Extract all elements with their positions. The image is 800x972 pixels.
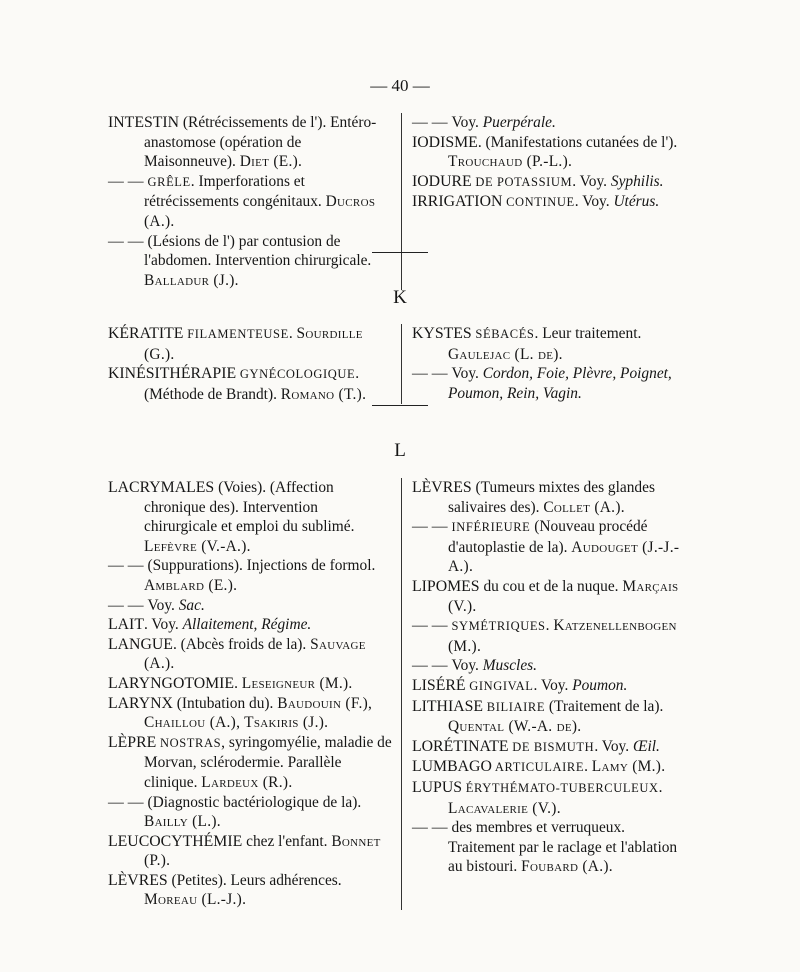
entry-text: . Leur traitement. [534,325,642,342]
entry-text: des membres et verruqueux. Traitement par le raclage et l'ablation au bistouri. [448,819,678,876]
letter-heading-k: K [393,287,407,308]
column-right [401,324,694,404]
entry-author: Amblard (E.). [144,576,238,594]
entry-headword: — — [412,114,452,131]
entry-headword: — — [412,365,452,383]
column-right [401,113,694,290]
index-entry [108,232,393,291]
entry-text: . [545,617,554,635]
entry-qualifier: INFÉRIEURE [451,520,531,535]
index-entry [108,478,393,556]
column-right [401,478,694,910]
entry-reference: Syphilis. [610,172,664,190]
entry-author: Bailly (L.). [144,813,221,831]
entry-text: . Voy. [143,616,183,634]
index-entry [412,324,694,364]
entry-headword: LÈVRES [412,479,472,496]
entry-reference: Puerpérale. [482,114,556,131]
entry-author: Katzenellenbogen (M.). [448,617,677,655]
index-entry [108,694,393,733]
entry-reference: Allaitement, Régime. [182,616,312,634]
entry-headword: IRRIGATION [412,193,503,211]
entry-text: . (Méthode de Brandt). [144,365,360,403]
index-entry [412,172,694,193]
entry-text: . Voy. [594,737,633,755]
entry-qualifier: DE POTASSIUM [471,174,573,189]
index-entry [108,674,393,694]
index-entry [412,478,694,517]
index-entry [108,113,393,172]
entry-qualifier: GINGIVAL [465,678,534,693]
entry-headword: LAIT [108,616,144,634]
entry-reference: Muscles. [482,657,537,675]
entry-reference: Utérus. [613,193,660,211]
entry-text: . (Abcès froids de la). [172,635,311,653]
entry-reference: Œil. [632,737,660,755]
entry-text: chez l'enfant. [242,832,332,850]
entry-text: (Intubation du). [172,694,278,712]
entry-qualifier: FILAMENTEUSE [183,327,289,341]
entry-headword: — — [108,557,148,575]
entry-text: (Diagnostic bactériologique de la). [147,793,362,811]
entry-headword: — — [412,657,452,675]
index-entry [412,697,694,737]
entry-qualifier: SÉBACÉS [471,327,535,341]
entry-text: Voy. [451,657,483,675]
entry-qualifier: GYNÉCOLOGIQUE [236,367,356,382]
index-entry [412,133,694,172]
entry-text: . [234,674,242,692]
entry-headword: LIPOMES [412,577,480,595]
entry-headword: LUPUS [412,778,463,796]
entry-author: Ducros (A.). [144,193,376,230]
column-left [108,113,401,290]
entry-headword: LACRYMALES [108,479,215,496]
entry-text: (Petites). Leurs adhérences. [167,871,342,889]
entry-author: Baudouin (F.), Chaillou (A.), Tsakiris (J.). [144,694,373,732]
entry-text: . Imperforations et rétrécissements congénitaux. [144,172,326,211]
entry-headword: KINÉSITHÉRAPIE [108,365,237,383]
entry-reference: Poumon. [572,676,628,694]
index-entry [412,656,694,676]
entry-headword: — — [108,232,148,250]
index-entry [108,596,393,616]
entry-headword: LÈVRES [108,871,168,889]
entry-headword: LARYNX [108,694,173,712]
entry-text: (Voies). (Affection chronique des). Intervention chirurgicale et emploi du sublimé. [144,479,355,536]
entry-text: . Voy. [533,676,573,694]
index-entry [108,635,393,674]
entry-headword: — — [108,793,148,811]
index-entry [108,172,393,232]
entry-headword: LITHIASE [412,697,484,715]
entry-reference: Sac. [178,596,205,614]
entry-qualifier: SYMÉTRIQUES [451,619,546,634]
entry-headword: LORÉTINATE [412,737,509,755]
entry-headword: LUMBAGO [412,758,492,776]
letter-heading-l: L [394,440,406,461]
index-entry [412,757,694,778]
entry-headword: — — [412,617,452,635]
index-entry [412,517,694,577]
entry-headword: — — [108,172,148,190]
entry-qualifier: CONTINUE [502,195,575,210]
index-entry [412,818,694,877]
entry-headword: LANGUE [108,635,173,653]
entry-author: Romano (T.). [280,385,367,403]
entry-author: Collet (A.). [543,498,625,516]
entry-headword: — — [108,596,148,614]
section-k [108,324,698,404]
entry-headword: LARYNGOTOMIE [108,674,235,692]
entry-headword: LISÉRÉ [412,676,466,694]
entry-author: Leseigneur (M.). [241,674,353,692]
entry-text: (Rétrécissements de l'). Entéro-anastomose (opération de Maisonneuve). [144,114,377,171]
entry-text: . (Manifestations cutanées de l'). [477,133,678,151]
entry-text: du cou et de la nuque. [479,577,623,595]
entry-text: . Voy. [574,193,614,211]
entry-text: (Lésions de l') par contusion de l'abdomen. Intervention chirurgicale. [144,232,372,270]
entry-headword: IODISME [412,133,478,151]
index-entry [412,577,694,616]
entry-qualifier: DE BISMUTH [508,739,595,754]
entry-headword: — — [412,518,452,536]
entry-text: Voy. [147,596,179,614]
index-entry [412,676,694,697]
entry-headword: KÉRATITE [108,325,184,342]
page-number: — 40 — [370,76,430,95]
index-entry [108,615,393,635]
entry-qualifier: NOSTRAS [156,735,222,750]
section-l [108,478,698,910]
entry-text: . [288,325,297,342]
section-i [108,113,698,290]
index-entry [412,616,694,656]
entry-headword: KYSTES [412,325,472,342]
entry-headword: — — [412,819,452,837]
column-left [108,478,401,910]
entry-author: Lamy (M.). [591,758,666,776]
index-entry [108,832,393,871]
entry-text: Voy. [451,114,483,131]
entry-author: Sourdille (G.). [144,325,363,363]
entry-author: Balladur (J.). [144,271,239,289]
entry-headword: LEUCOCYTHÉMIE [108,832,243,850]
entry-qualifier: ARTICULAIRE [491,760,585,775]
entry-qualifier: BILIAIRE [483,699,546,714]
entry-text: (Traitement de la). [545,697,664,715]
entry-author: Diet (E.). [239,153,303,171]
entry-reference: Cordon, Foie, Plèvre, Poignet, Poumon, Rein, Vagin. [448,365,672,402]
entry-text: Voy. [451,365,483,383]
index-entry [108,871,393,910]
entry-author: Bonnet (P.). [144,832,381,870]
entry-text: . [658,778,663,796]
index-entry [412,192,694,213]
entry-author: Audouget (J.-J.-A.). [448,538,680,576]
entry-author: Lardeux (R.). [201,773,293,791]
entry-text: (Tumeurs mixtes des glandes salivaires des). [448,479,655,516]
entry-headword: INTESTIN [108,114,180,131]
entry-headword: LÈPRE [108,733,157,751]
entry-author: Gaulejac (L. de). [448,345,563,363]
entry-text: , syringomyélie, maladie de Morvan, sclérodermie. Parallèle clinique. [144,733,392,791]
index-entry [412,778,694,818]
entry-author: Trouchaud (P.-L.). [448,153,573,171]
entry-author: Moreau (L.-J.). [144,891,247,909]
entry-author: Quental (W.-A. de). [448,718,582,736]
section-divider [372,252,428,253]
index-entry [108,324,393,364]
section-divider [372,405,428,406]
column-left [108,324,401,404]
index-entry [412,113,694,133]
index-entry [412,364,694,403]
index-entry [108,733,393,793]
entry-author: Lefèvre (V.-A.). [144,537,251,555]
entry-author: Lacavalerie (V.). [448,799,561,817]
index-entry [108,793,393,832]
entry-qualifier: GRÊLE [147,174,191,189]
index-entry [412,737,694,758]
entry-headword: IODURE [412,172,472,190]
index-entry [108,556,393,595]
entry-author: Sauvage (A.). [144,635,366,673]
entry-text: (Nouveau procédé d'autoplastie de la). [448,518,648,556]
entry-text: . Voy. [572,172,611,190]
index-entry [108,364,393,404]
entry-author: Marçais (V.). [448,577,679,615]
entry-text: . [584,758,592,776]
entry-author: Foubard (A.). [521,858,613,876]
entry-qualifier: ÉRYTHÉMATO-TUBERCULEUX [462,780,659,795]
entry-text: (Suppurations). Injections de formol. [147,557,376,575]
